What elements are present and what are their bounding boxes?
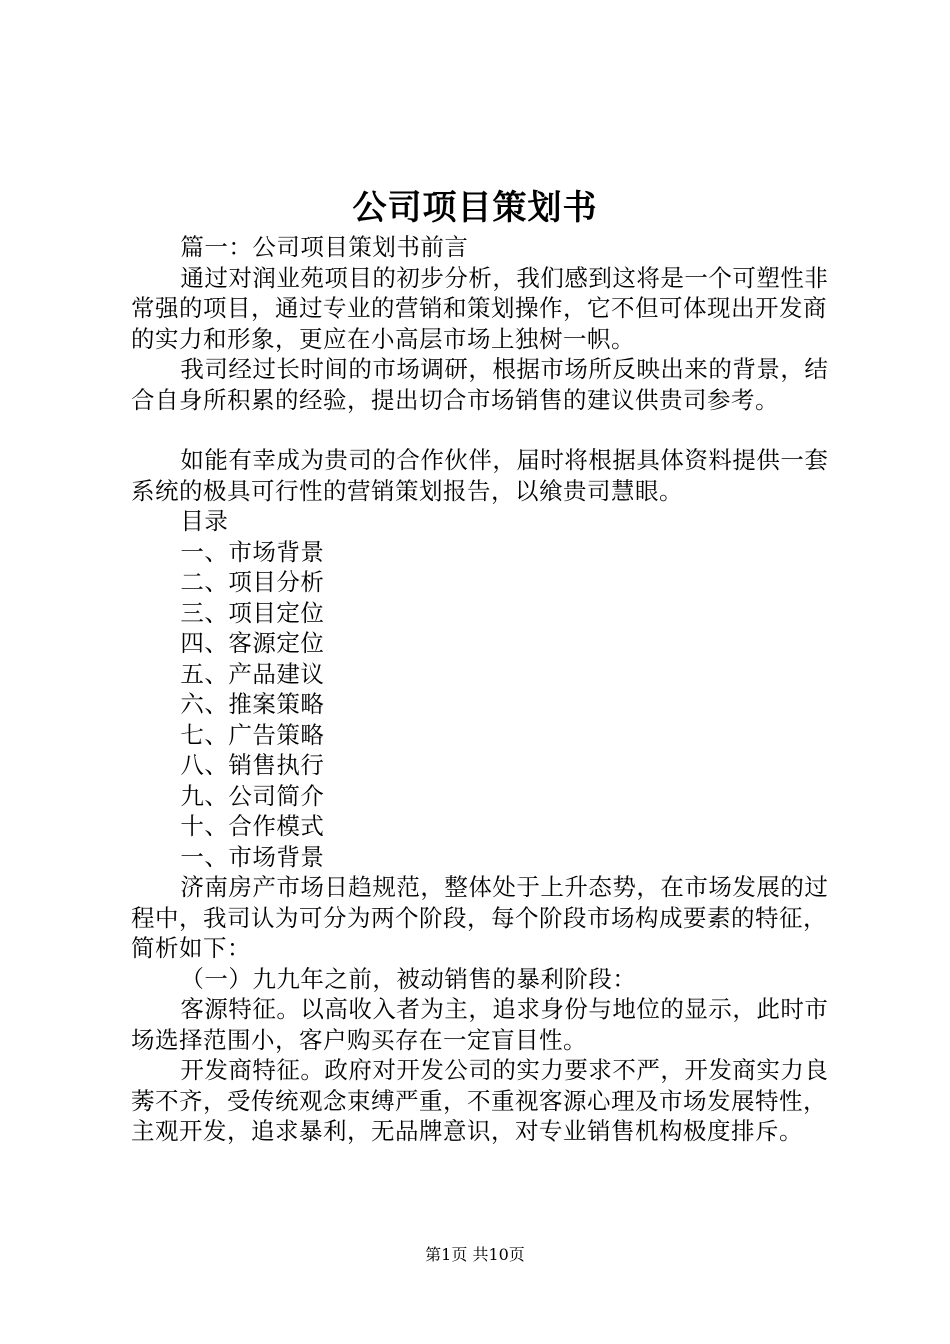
toc-item: 九、公司简介	[180, 781, 325, 810]
toc-item: 一、市场背景	[180, 537, 325, 566]
paragraph: 我司经过长时间的市场调研，根据市场所反映出来的背景，结合自身所积累的经验，提出切合市场销售的建议供贵司参考。	[131, 355, 829, 414]
document-body	[131, 232, 831, 1147]
toc-heading: 目录	[180, 507, 229, 535]
section-heading: 一、市场背景	[180, 842, 325, 871]
paragraph: 通过对润业苑项目的初步分析，我们感到这将是一个可塑性非常强的项目，通过专业的营销和策划操作，它不但可体现出开发商的实力和形象，更应在小高层市场上独树一帜。	[131, 263, 829, 353]
page-footer: 第1页 共10页	[425, 1245, 525, 1264]
document-title: 公司项目策划书	[352, 188, 598, 228]
section-label: 篇一：公司项目策划书前言	[180, 233, 469, 261]
toc-item: 二、项目分析	[180, 568, 325, 596]
toc-item: 三、项目定位	[180, 598, 325, 627]
toc-item: 八、销售执行	[180, 751, 325, 779]
toc-item: 十、合作模式	[180, 812, 325, 840]
table-of-contents	[131, 537, 831, 842]
paragraph: 客源特征。以高收入者为主，追求身份与地位的显示，此时市场选择范围小，客户购买存在一定盲目性。	[131, 995, 829, 1054]
paragraph: 如能有幸成为贵司的合作伙伴，届时将根据具体资料提供一套系统的极具可行性的营销策划报告，以飨贵司慧眼。	[131, 446, 829, 505]
toc-item: 四、客源定位	[180, 629, 325, 657]
paragraph: 开发商特征。政府对开发公司的实力要求不严，开发商实力良莠不齐，受传统观念束缚严重，不重视客源心理及市场发展特性，主观开发，追求暴利，无品牌意识，对专业销售机构极度排斥。	[131, 1056, 829, 1145]
subsection-heading: （一）九九年之前，被动销售的暴利阶段：	[180, 964, 637, 993]
toc-item: 六、推案策略	[180, 690, 325, 718]
toc-item: 五、产品建议	[180, 659, 325, 688]
toc-item: 七、广告策略	[180, 720, 325, 749]
paragraph: 济南房产市场日趋规范，整体处于上升态势，在市场发展的过程中，我司认为可分为两个阶段，每个阶段市场构成要素的特征，简析如下：	[131, 873, 829, 962]
